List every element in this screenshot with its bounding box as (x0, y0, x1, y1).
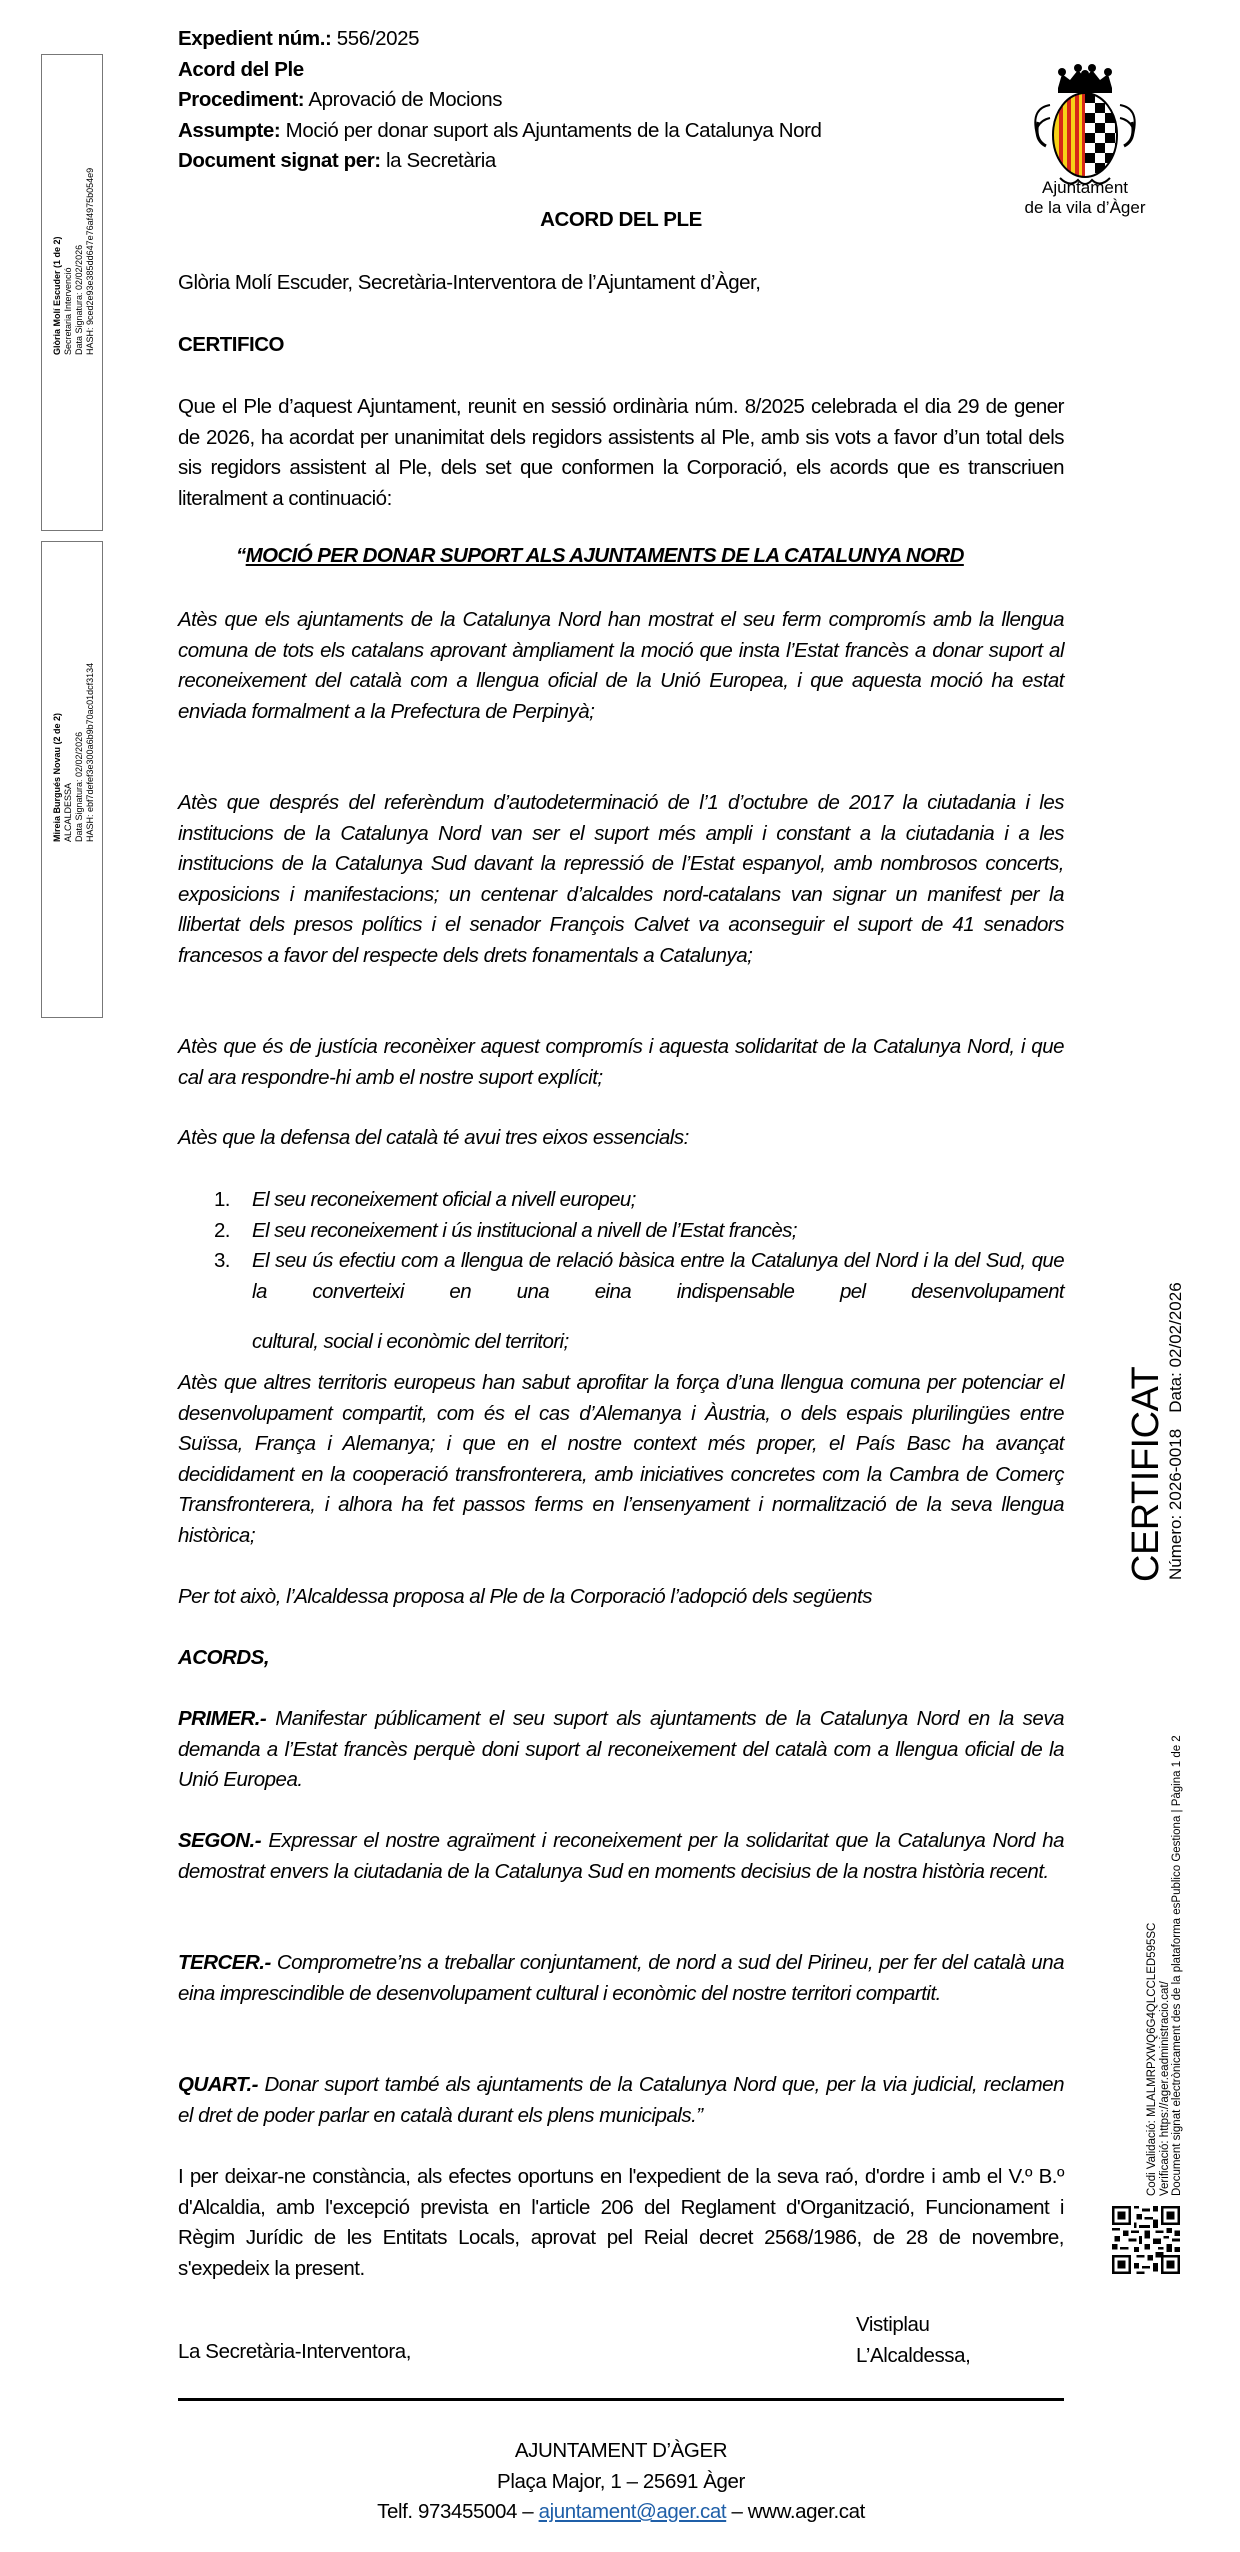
footer-web: – www.ager.cat (726, 2500, 865, 2523)
whereas-paragraph-1: Atès que els ajuntaments de la Catalunya Nord han mostrat el seu ferm compromís amb la llengua comuna de tots els catalans aprovant àmpliament la moció que insta l’Estat francès a donar suport al reconeixement del català com a llengua oficial de la Unió Europea, i que aquesta moció ha estat enviada formalment a la Prefectura de Perpinyà; (178, 608, 1064, 723)
list-item (178, 1216, 1064, 1247)
acord-label: Acord del Ple (178, 57, 304, 81)
agreement-2 (178, 1826, 1064, 1887)
agreement-label: TERCER.- (178, 1951, 271, 1974)
vistiplau-label: Vistiplau (856, 2313, 930, 2336)
document-header (178, 24, 978, 177)
list-item (178, 1246, 1064, 1307)
agreement-text: Manifestar públicament el seu suport als ajuntaments de la Catalunya Nord en la seva demanda a l’Estat francès perquè doni suport al reconeixement del català com a llengua oficial de la Unió Europea. (178, 1707, 1064, 1791)
signat-line (178, 146, 978, 177)
list-text: El seu reconeixement i ús institucional a nivell de l’Estat francès; (252, 1218, 797, 1242)
acords-heading: ACORDS, (178, 1646, 270, 1669)
certificate-stamp (1127, 1367, 1165, 1582)
agreement-text: Comprometre’ns a treballar conjuntament, de nord a sud del Pirineu, per fer del català una eina imprescindible de desenvolupament cultural i econòmic del nostre territori compartit. (178, 1951, 1064, 2005)
signer-1-name: Glòria Molí Escuder (1 de 2) (52, 236, 62, 355)
expedient-label: Expedient núm.: (178, 27, 332, 50)
validation-code: Codi Validació: MLALMRPXWQ6G4QLCCLED595SC (1146, 1922, 1158, 2196)
procediment-label: Procediment: (178, 88, 305, 111)
certificate-number: Número: 2026-0018 (1166, 1428, 1185, 1580)
proposal-paragraph: Per tot això, l’Alcaldessa proposa al Ple de la Corporació l’adopció dels següents (178, 1585, 873, 1608)
procediment-value: Aprovació de Mocions (304, 88, 503, 111)
list-item-continuation (178, 1327, 1064, 1358)
motion-quote: “ (236, 544, 246, 567)
agreement-3 (178, 1948, 1064, 2009)
agreement-label: PRIMER.- (178, 1707, 267, 1730)
signer-2-hash: HASH: ebf7defef3e300a6b9b70ac01dcf3134 (85, 662, 95, 842)
list-number: 2. (214, 1218, 230, 1242)
qr-code-icon[interactable] (1112, 2206, 1180, 2274)
footer-phone: Telf. 973455004 – (377, 2500, 539, 2523)
expedient-line (178, 24, 978, 55)
axes-list (178, 1185, 1064, 1358)
logo-line-2: de la vila d’Àger (1024, 198, 1146, 217)
signed-document-note: Document signat electrònicament des de la plataforma esPublico Gestiona | Pàgina 1 de 2 (1171, 1735, 1183, 2196)
certificate-meta (1166, 1282, 1186, 1580)
verification-url: Verificació: https://ager.eadministracio.cat/ (1158, 1981, 1171, 2196)
assumpte-value: Moció per donar suport als Ajuntaments de la Catalunya Nord (280, 118, 822, 142)
assumpte-label: Assumpte: (178, 118, 281, 142)
procediment-line (178, 85, 978, 116)
certificate-title: CERTIFICAT (1125, 1366, 1167, 1582)
list-number: 1. (214, 1188, 230, 1211)
signer-2-role: ALCALDESSA (63, 782, 73, 842)
certificate-date: Data: 02/02/2026 (1166, 1282, 1185, 1413)
signature-box-1 (41, 54, 103, 531)
whereas-paragraph-3: Atès que és de justícia reconèixer aquest compromís i aquesta solidaritat de la Catalunya Nord, i que cal ara respondre-hi amb el nostre suport explícit; (178, 1035, 1064, 1089)
motion-title-text: MOCIÓ PER DONAR SUPORT ALS AJUNTAMENTS DE LA CATALUNYA NORD (245, 544, 964, 567)
motion-title (236, 544, 964, 568)
agreement-text: Donar suport també als ajuntaments de la Catalunya Nord que, per la via judicial, reclamen el dret de poder parlar en català durant els plens municipals.” (178, 2073, 1064, 2127)
footer-divider (178, 2398, 1064, 2401)
footer-contact (178, 2497, 1064, 2528)
list-number: 3. (214, 1249, 230, 1272)
signature-2-text (52, 663, 96, 842)
signer-2-date: Data Signatura: 02/02/2026 (74, 731, 84, 842)
whereas-paragraph-4: Atès que la defensa del català té avui tres eixos essencials: (178, 1126, 689, 1149)
intro-paragraph: Glòria Molí Escuder, Secretària-Interventora de l’Ajuntament d’Àger, (178, 271, 761, 294)
agreement-text: Expressar el nostre agraïment i reconeixement per la solidaritat que la Catalunya Nord ha demostrat envers la ciutadania de la Catalunya Sud en moments decisius de la nostra història recent. (178, 1829, 1064, 1883)
footer-org: AJUNTAMENT D’ÀGER (514, 2439, 728, 2462)
expedient-value: 556/2025 (331, 27, 420, 50)
signer-1-role: Secretaria Intervenció (63, 267, 73, 355)
agreement-1 (178, 1704, 1064, 1796)
validation-block (1146, 1735, 1184, 2196)
session-paragraph: Que el Ple d’aquest Ajuntament, reunit en sessió ordinària núm. 8/2025 celebrada el dia 29 de gener de 2026, ha acordat per unanimitat dels regidors assistents al Ple, amb sis vots a favor d’un total dels sis regidors assistent al Ple, dels set que conformen la Corporació, els acords que es transcriuen literalment a continuació: (178, 395, 1064, 510)
signer-1-date: Data Signatura: 02/02/2026 (74, 244, 84, 355)
signer-2-name: Mireia Burgués Novau (2 de 2) (52, 712, 62, 842)
list-text: El seu ús efectiu com a llengua de relació bàsica entre la Catalunya del Nord i la del Sud, que la converteixi en una eina indispensable pel desenvolupament (252, 1249, 1064, 1303)
logo-line-1: Ajuntament (1042, 178, 1128, 197)
signature-1-text (52, 168, 96, 355)
signature-box-2 (41, 541, 103, 1018)
list-text: El seu reconeixement oficial a nivell europeu; (252, 1188, 636, 1211)
page-title: ACORD DEL PLE (540, 208, 702, 231)
signat-value: la Secretària (380, 149, 496, 172)
footer (178, 2436, 1064, 2528)
mayor-signoff (856, 2310, 970, 2371)
footer-email-link[interactable]: ajuntament@ager.cat (538, 2500, 727, 2523)
signat-label: Document signat per: (178, 149, 381, 172)
acord-line (178, 55, 978, 86)
mayor-label: L’Alcaldessa, (856, 2343, 971, 2367)
assumpte-line (178, 116, 978, 147)
secretary-signoff: La Secretària-Interventora, (178, 2340, 412, 2363)
agreement-4 (178, 2070, 1064, 2131)
signer-1-hash: HASH: 9ced2e93e385dd647e76af4975b054e9 (85, 167, 95, 355)
whereas-paragraph-5: Atès que altres territoris europeus han sabut aprofitar la força d’una llengua comuna per potenciar el desenvolupament compartit, com és el cas d’Alemanya i Àustria, o dels espais plurilingües entre Suïssa, França i Alemanya; i que en el nostre context més proper, el País Basc ha avançat decididament en la cooperació transfronterera, amb iniciatives concretes com la Cambra de Comerç Transfronterera, i alhora ha fet passos ferms en l’ensenyament i normalització de la seva llengua històrica; (178, 1371, 1064, 1547)
closing-paragraph: I per deixar-ne constància, als efectes oportuns en l'expedient de la seva raó, d'ordre i amb el V.º B.º d'Alcaldia, amb l'excepció prevista en l'article 206 del Reglament d'Organització, Funcionament i Règim Jurídic de les Entitats Locals, aprovat pel Reial decret 2568/1986, de 28 de novembre, s'expedeix la present. (178, 2165, 1064, 2280)
certifico-heading: CERTIFICO (178, 333, 284, 356)
footer-address: Plaça Major, 1 – 25691 Àger (497, 2469, 745, 2493)
agreement-label: QUART.- (178, 2073, 259, 2096)
list-text-continuation: cultural, social i econòmic del territori; (252, 1330, 569, 1353)
whereas-paragraph-2: Atès que després del referèndum d’autodeterminació de l’1 d’octubre de 2017 la ciutadania i les institucions de la Catalunya Nord van ser el suport més ampli i constant a la ciutadania i a les institucions de la Catalunya Sud davant la repressió de l’Estat espanyol, amb nombrosos concerts, exposicions i manifestacions; un centenar d’alcaldes nord-catalans van signar un manifest per la llibertat dels presos polítics i el senador François Calvet va aconseguir el suport de 41 senadors francesos a favor del respecte dels drets fonamentals a Catalunya; (178, 791, 1064, 967)
list-item (178, 1185, 1064, 1216)
agreement-label: SEGON.- (178, 1829, 262, 1852)
